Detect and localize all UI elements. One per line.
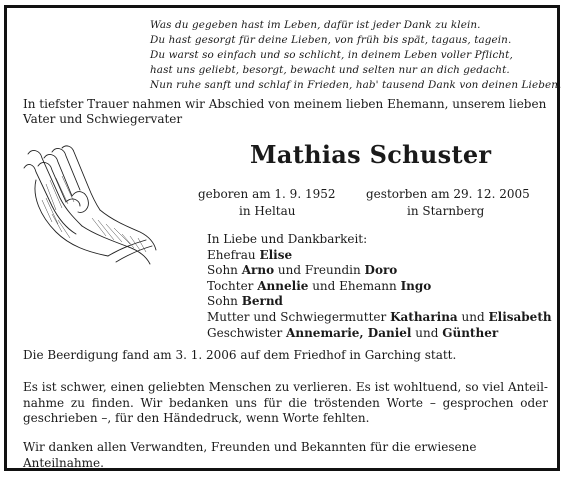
closing-text: Wir danken allen Verwandten, Freunden und Bekannten für die erwiesene Anteilnahme. xyxy=(23,440,477,470)
mourner-name: Ingo xyxy=(400,278,432,293)
death-place: in Starnberg xyxy=(407,204,485,218)
mourner-name: Annemarie, Daniel xyxy=(286,325,412,340)
deceased-name: Mathias Schuster xyxy=(250,140,492,169)
mourner-line xyxy=(207,294,552,310)
mourner-relation: Sohn xyxy=(207,263,242,278)
birth-date: geboren am 1. 9. 1952 xyxy=(198,187,336,201)
mourners-list xyxy=(207,232,552,341)
death-date: gestorben am 29. 12. 2005 xyxy=(366,187,530,201)
thanks-line: nahme zu finden. Wir bedanken uns für die tröstenden Worte – gesprochen oder xyxy=(23,395,548,410)
mourner-relation: Sohn xyxy=(207,294,242,309)
death-block xyxy=(366,186,530,220)
mourner-relation: Tochter xyxy=(207,278,258,293)
thanks-line: geschrieben –, für den Händedruck, wenn Worte fehlten. xyxy=(23,411,370,425)
thanks-line: Es ist schwer, einen geliebten Menschen zu verlieren. Es ist wohltuend, so viel Anteil- xyxy=(23,380,548,394)
poem-line: Nun ruhe sanft und schlaf in Frieden, hab' tausend Dank von deinen Lieben. xyxy=(150,79,562,91)
mourner-relation: Ehefrau xyxy=(207,247,260,262)
mourner-line xyxy=(207,279,552,295)
mourner-line xyxy=(207,310,552,326)
mourner-name: Annelie xyxy=(257,278,309,293)
mourners-heading: In Liebe und Dankbarkeit: xyxy=(207,232,368,246)
funeral-info: Die Beerdigung fand am 3. 1. 2006 auf dem Friedhof in Garching statt. xyxy=(23,348,457,362)
poem xyxy=(150,18,562,93)
thanks-text xyxy=(23,380,548,427)
mourner-relation: Mutter und Schwiegermutter xyxy=(207,309,391,324)
mourner-name: Katharina xyxy=(390,309,458,324)
mourner-name: Elisabeth xyxy=(488,309,552,324)
mourner-line xyxy=(207,248,552,264)
mourner-name: Arno xyxy=(241,263,275,278)
poem-line: hast uns geliebt, besorgt, bewacht und selten nur an dich gedacht. xyxy=(150,64,510,76)
mourner-relation: und Ehemann xyxy=(308,278,401,293)
mourner-name: Günther xyxy=(442,325,499,340)
birth-place: in Heltau xyxy=(239,204,296,218)
mourner-relation: und xyxy=(457,309,489,324)
mourner-name: Doro xyxy=(364,263,398,278)
mourner-relation: und xyxy=(411,325,443,340)
intro-line: Vater und Schwiegervater xyxy=(23,112,183,126)
intro-text xyxy=(23,97,546,127)
mourner-name: Elise xyxy=(259,247,293,262)
mourner-line xyxy=(207,326,552,342)
mourner-relation: und Freundin xyxy=(274,263,365,278)
mourner-name: Bernd xyxy=(241,294,283,309)
mourner-line xyxy=(207,263,552,279)
mourner-relation: Geschwister xyxy=(207,325,287,340)
poem-line: Was du gegeben hast im Leben, dafür ist jeder Dank zu klein. xyxy=(150,19,481,31)
birth-block xyxy=(198,186,335,220)
poem-line: Du warst so einfach und so schlicht, in deinem Leben voller Pflicht, xyxy=(150,49,513,61)
poem-line: Du hast gesorgt für deine Lieben, von früh bis spät, tagaus, tagein. xyxy=(150,34,512,46)
intro-line: In tiefster Trauer nahmen wir Abschied von meinem lieben Ehemann, unserem lieben xyxy=(23,97,547,111)
praying-hands-icon xyxy=(22,140,162,270)
